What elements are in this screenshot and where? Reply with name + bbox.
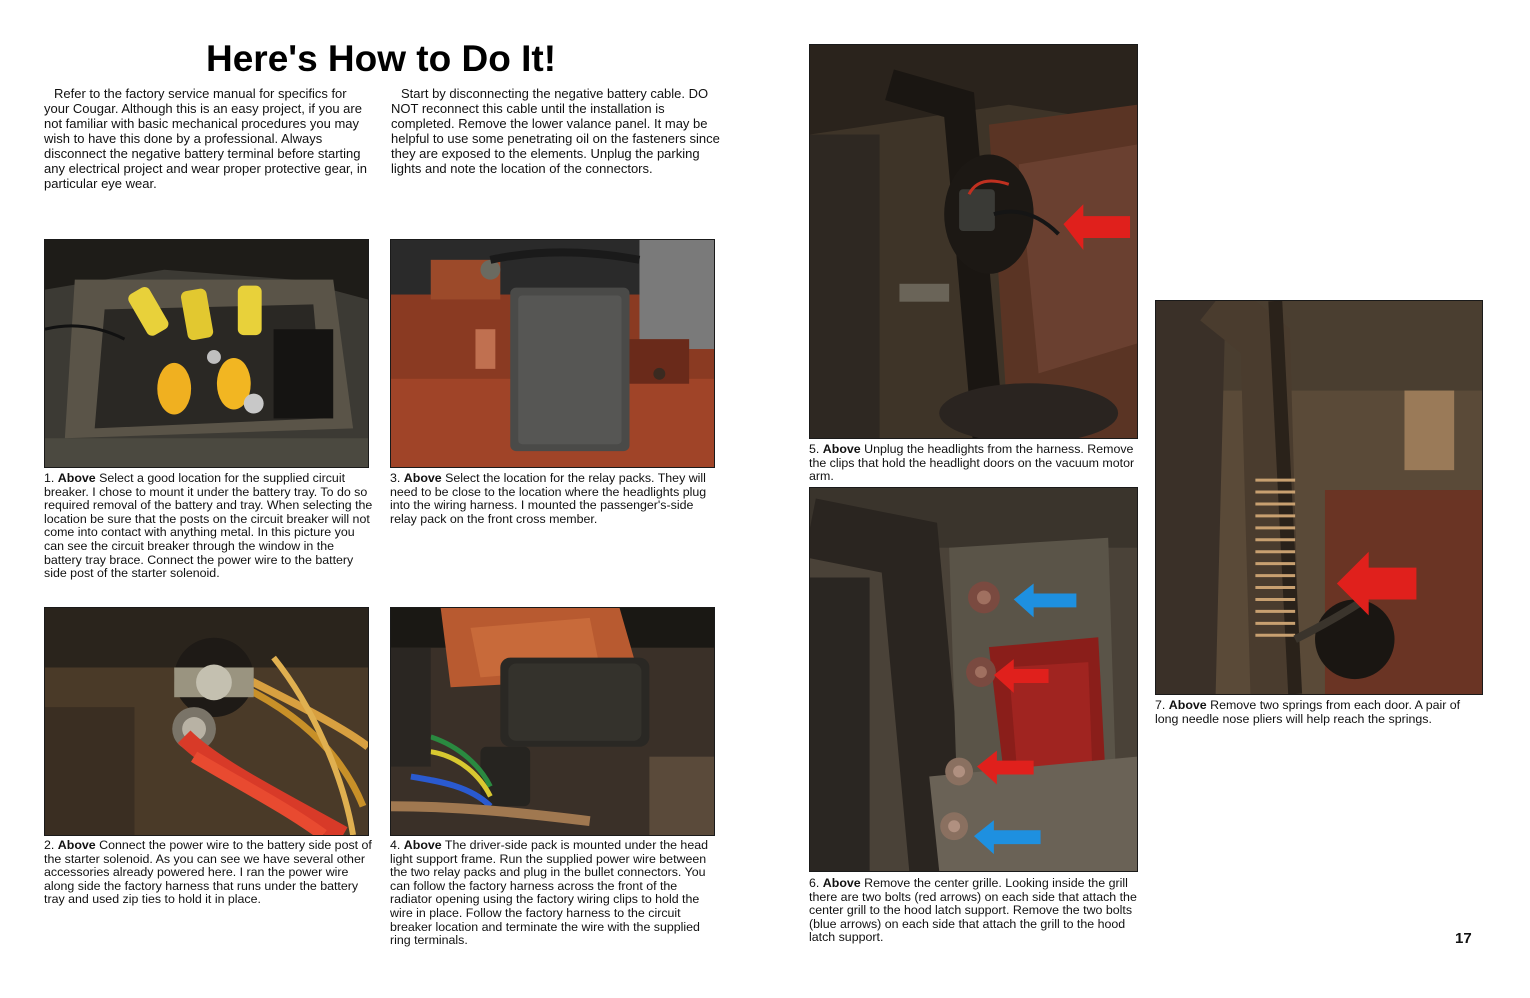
caption-step-number: 1. [44, 471, 55, 485]
intro-paragraph-right: Start by disconnecting the negative battery cable. DO NOT reconnect this cable until the installation is completed. Remove the lower valance panel. It may be helpful to use some penetrating oil on the fasteners since they are exposed to the elements. Unplug the parking lights and note the location of the connectors. [391, 86, 720, 176]
caption-step-number: 6. [809, 876, 820, 890]
caption-text: Unplug the headlights from the harness. Remove the clips that hold the headlight doors on the vacuum motor arm. [809, 442, 1135, 484]
caption-text: Remove two springs from each door. A pair of long needle nose pliers will help reach the springs. [1155, 698, 1461, 726]
caption-step-3 [390, 472, 720, 526]
caption-text: Select a good location for the supplied circuit breaker. I chose to mount it under the battery tray. To do so required removal of the battery and tray. When selecting the location be sure that the posts on the circuit breaker will not come into contact with anything metal. In this picture you can see the circuit breaker through the window in the battery tray brace. Connect the power wire to the battery side post of the starter solenoid. [44, 471, 373, 581]
caption-text: Remove the center grille. Looking inside the grill there are two bolts (red arrows) on each side that attach the center grill to the hood latch support. Remove the two bolts (blue arrows) on each side that attach the grill to the hood latch support. [809, 876, 1137, 945]
caption-step-1 [44, 472, 374, 581]
caption-step-4 [390, 839, 720, 948]
photo-step-5-headlight-harness [809, 44, 1138, 439]
caption-text: Select the location for the relay packs. They will need to be close to the location where the headlights plug into the wiring harness. I mounted the passenger's-side relay pack on the front cross member. [390, 471, 707, 526]
caption-text: The driver-side pack is mounted under the head light support frame. Run the supplied power wire between the two relay packs and plug in the bullet connectors. You can follow the factory harness across the front of the radiator opening using the factory wiring clips to hold the wire in place. Follow the factory harness to the circuit breaker location and terminate the wire with the supplied ring terminals. [390, 838, 708, 948]
photo-step-6-center-grille [809, 487, 1138, 872]
intro-paragraph-left: Refer to the factory service manual for specifics for your Cougar. Although this is an easy project, if you are not familiar with basic mechanical procedures you may wish to have this done by a professional. Always disconnect the negative battery terminal before starting any electrical project and wear proper protective gear, in particular eye wear. [44, 86, 368, 191]
caption-step-5 [809, 443, 1139, 484]
page-number: 17 [1455, 930, 1472, 947]
photo-step-7-door-springs [1155, 300, 1483, 695]
caption-step-2 [44, 839, 374, 907]
photo-step-2-starter-solenoid [44, 607, 369, 836]
caption-text: Connect the power wire to the battery side post of the starter solenoid. As you can see we have several other accessories already powered here. I ran the power wire along side the factory harness that runs under the battery tray and used zip ties to hold it in place. [44, 838, 372, 907]
caption-label: Above [403, 471, 442, 485]
caption-label: Above [57, 838, 96, 852]
caption-step-6 [809, 877, 1139, 945]
photo-step-1-circuit-breaker [44, 239, 369, 468]
photo-step-4-driver-relay-pack [390, 607, 715, 836]
caption-label: Above [822, 442, 861, 456]
page-title: Here's How to Do It! [206, 38, 557, 79]
caption-step-number: 4. [390, 838, 401, 852]
caption-step-number: 3. [390, 471, 401, 485]
caption-step-number: 2. [44, 838, 55, 852]
caption-label: Above [822, 876, 861, 890]
caption-label: Above [1168, 698, 1207, 712]
caption-label: Above [403, 838, 442, 852]
photo-step-3-relay-pack [390, 239, 715, 468]
caption-label: Above [57, 471, 96, 485]
caption-step-number: 7. [1155, 698, 1166, 712]
caption-step-7 [1155, 699, 1485, 726]
caption-step-number: 5. [809, 442, 820, 456]
